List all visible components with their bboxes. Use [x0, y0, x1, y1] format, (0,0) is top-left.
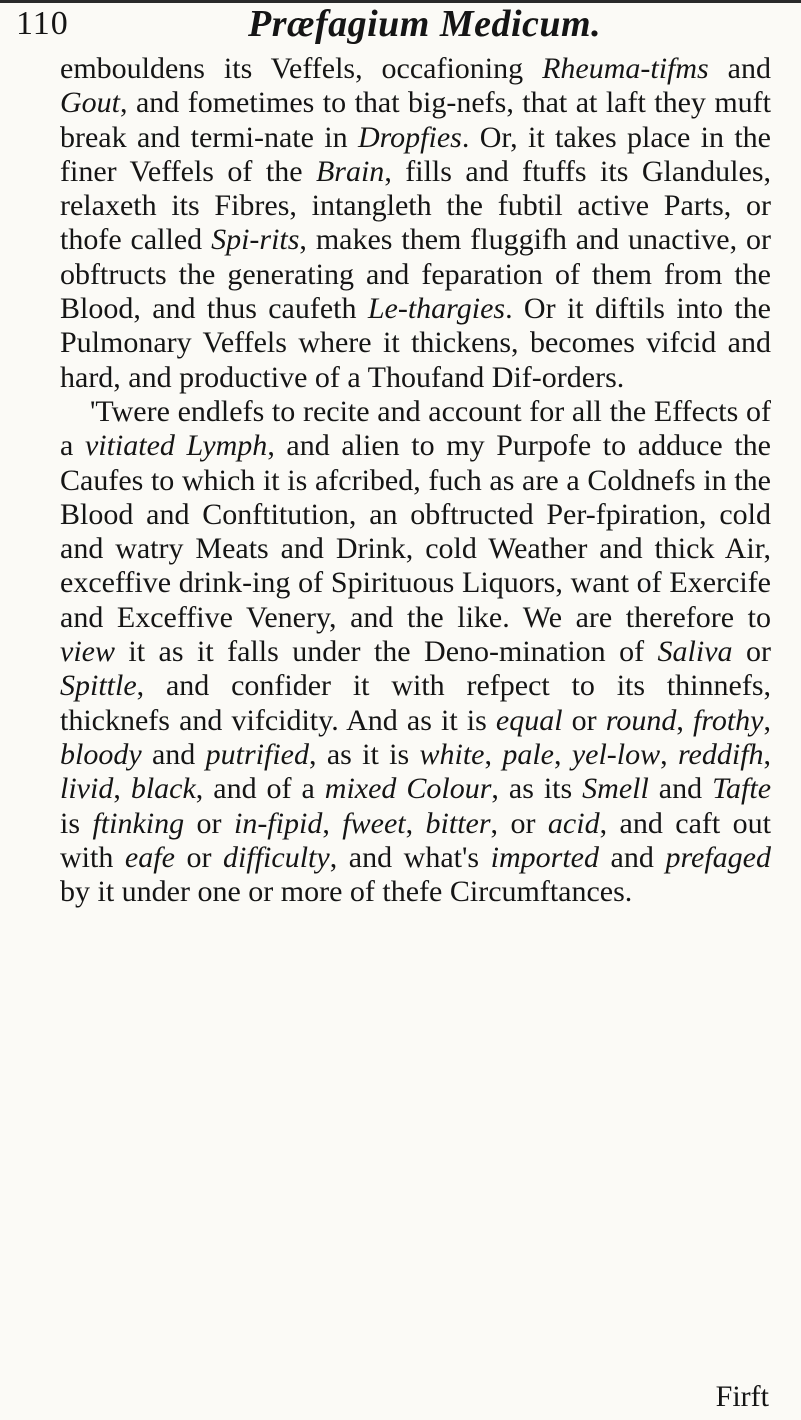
running-head: Præfagium Medicum. [248, 3, 602, 45]
italic-run: Dropfies [357, 120, 462, 154]
italic-run: bitter [425, 806, 491, 840]
text-run: . Or, it takes place in the finer Veffels of the [60, 120, 771, 188]
italic-run: livid [60, 772, 114, 806]
text-run: or [174, 840, 224, 874]
italic-run: mixed Colour [324, 772, 492, 806]
text-run: , fills and ftuffs its Glandules, relaxeth its Fibres, intangleth the fubtil active Parts, or thofe called [60, 154, 771, 257]
text-run: , and fometimes to that big-nefs, that at laft they muft break and termi-nate in [60, 86, 771, 154]
italic-run: putrified [205, 737, 309, 771]
text-run: and [598, 840, 666, 874]
text-run: , [660, 737, 678, 771]
italic-run: Rheuma-tifms [542, 52, 709, 85]
italic-run: ftinking [92, 806, 185, 840]
text-run: or [732, 635, 771, 669]
italic-run: in-fipid [233, 806, 323, 840]
text-run: it as it falls under the Deno-mination of [114, 635, 658, 669]
italic-run: eafe [124, 840, 175, 874]
body-text [60, 52, 771, 909]
italic-run: equal [495, 703, 563, 737]
italic-run: acid [547, 806, 600, 840]
italic-run: frothy [692, 703, 764, 737]
text-run: , and caft out with [60, 806, 772, 874]
text-run: , [322, 806, 343, 840]
italic-run: Spi-rits [211, 223, 300, 257]
text-run: embouldens its Veffels, occafioning [60, 52, 543, 85]
text-run: , [113, 772, 131, 806]
italic-run: Spittle [60, 669, 137, 703]
text-run: , [484, 737, 503, 771]
italic-run: prefaged [665, 840, 771, 874]
italic-run: yel-low [571, 737, 661, 771]
text-run: , makes them fluggifh and unactive, or obftructs the generating and feparation of them from the Blood, and thus caufeth [60, 223, 771, 326]
text-run: , and confider it with refpect to its thinnefs, thicknefs and vifcidity. And as it is [60, 669, 771, 737]
italic-run: Saliva [657, 635, 733, 669]
text-run: , [553, 737, 572, 771]
italic-run: Le-thargies [367, 292, 506, 326]
italic-run: imported [490, 840, 599, 874]
text-run: , or [490, 806, 548, 840]
text-run: . Or it diftils into the Pulmonary Veffels where it thickens, becomes vifcid and hard, and productive of a Thoufand Dif-orders. [60, 292, 771, 394]
text-run: and [141, 737, 206, 771]
italic-run: black [130, 772, 196, 806]
italic-run: Brain [315, 154, 385, 188]
text-run: and [648, 772, 713, 806]
italic-run: difficulty [223, 840, 330, 874]
page-header [0, 4, 801, 44]
text-run: , as its [491, 772, 583, 806]
text-run: , and alien to my Purpofe to adduce the Caufes to which it is afcribed, fuch as are a Coldnefs in the Blood and Conftitution, an obftructed Per-fpiration, cold and watry Meats and Drink, cold Weather and thick Air, exceffive drink-ing of Spirituous Liquors, want of Exercife and Exceffive Venery, and the like. We are therefore to [60, 429, 771, 634]
italic-run: Tafte [712, 772, 772, 806]
text-run: and [708, 52, 771, 85]
text-run: , and of a [195, 772, 325, 806]
text-run: or [562, 703, 606, 737]
text-run: , [763, 737, 772, 771]
text-run: 'Twere endlefs to recite and account for all the Effects of a [60, 394, 771, 463]
text-run: , as it is [308, 737, 420, 771]
paragraph-1 [60, 52, 771, 395]
text-run: is [60, 806, 93, 840]
italic-run: pale [502, 737, 554, 771]
italic-run: bloody [60, 737, 142, 771]
page-number: 110 [16, 5, 69, 42]
text-run: by it under one or more of thefe Circumftances. [60, 875, 633, 909]
italic-run: white [419, 737, 485, 771]
text-run: , and what's [329, 840, 491, 874]
italic-run: fweet [342, 806, 406, 840]
italic-run: view [60, 635, 115, 669]
italic-run: round [605, 703, 677, 737]
italic-run: reddifh [677, 737, 764, 771]
catchword: Firft [715, 1380, 769, 1413]
text-run: , [676, 703, 693, 737]
paragraph-2 [60, 395, 771, 909]
italic-run: Smell [582, 772, 649, 806]
text-run: , [405, 806, 426, 840]
text-run: or [184, 806, 234, 840]
text-run: , [763, 703, 771, 737]
italic-run: Gout [60, 86, 120, 120]
italic-run: vitiated Lymph [84, 429, 268, 463]
